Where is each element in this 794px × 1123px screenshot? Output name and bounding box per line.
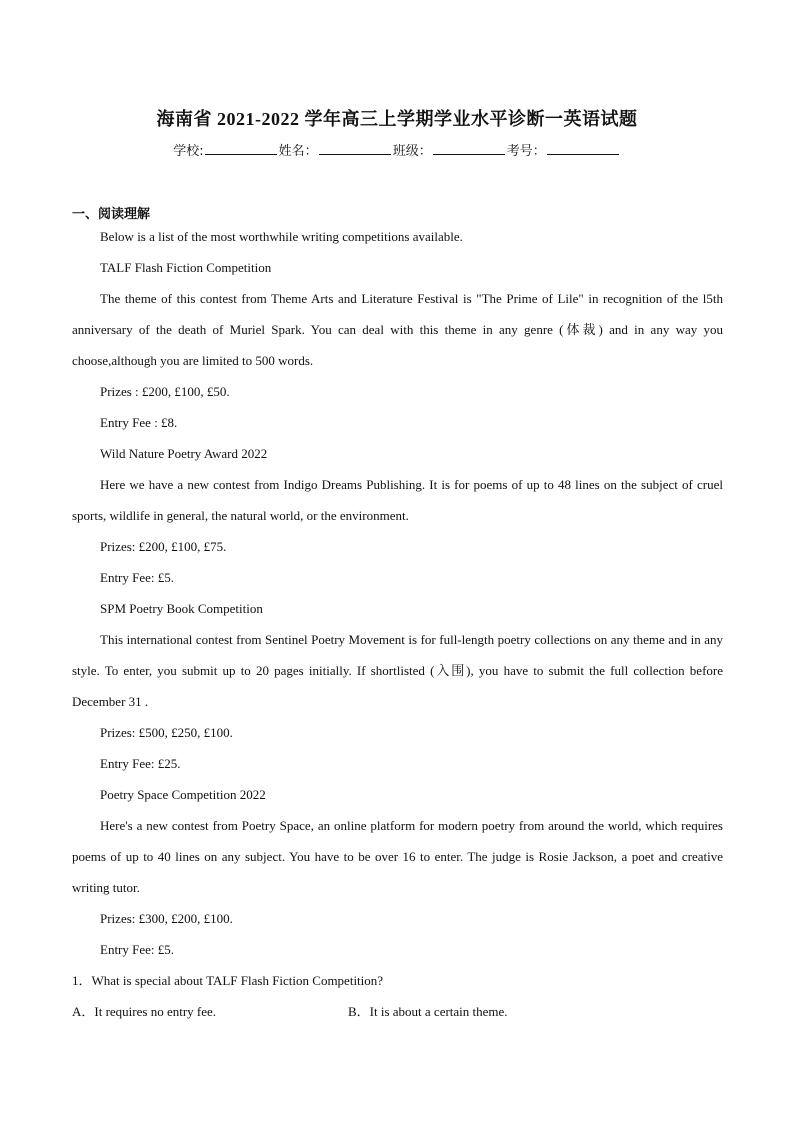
school-blank — [205, 142, 277, 155]
id-label: 考号： — [506, 144, 546, 159]
reading-passage — [72, 221, 723, 1027]
class-blank — [433, 142, 505, 155]
page-title: 海南省 2021-2022 学年高三上学期学业水平诊断一英语试题 — [156, 109, 638, 129]
option-a: A．It requires no entry fee. — [72, 1004, 217, 1019]
competition-3-name: SPM Poetry Book Competition — [100, 601, 263, 616]
question-1-stem: 1．What is special about TALF Flash Fiction Competition? — [72, 973, 384, 988]
competition-4-desc: Here's a new contest from Poetry Space, an online platform for modern poetry from around the world, which requires poems of up to 40 lines on any subject. You have to be over 16 to enter. The judge is Rosie Jackson, a poet and creative writing tutor. — [72, 818, 723, 895]
section-heading: 一、阅读理解 — [72, 207, 151, 222]
competition-3-prizes: Prizes: £500, £250, £100. — [100, 725, 233, 740]
competition-2-name: Wild Nature Poetry Award 2022 — [100, 446, 268, 461]
competition-2-fee: Entry Fee: £5. — [100, 570, 175, 585]
competition-4-name: Poetry Space Competition 2022 — [100, 787, 266, 802]
passage-intro: Below is a list of the most worthwhile writing competitions available. — [100, 229, 463, 244]
competition-4-prizes: Prizes: £300, £200, £100. — [100, 911, 233, 926]
id-blank — [547, 142, 619, 155]
name-label: 姓名： — [278, 144, 318, 159]
competition-1-desc: The theme of this contest from Theme Arts and Literature Festival is "The Prime of Lile" in recognition of the l5th anniversary of the death of Muriel Spark. You can deal with this theme in any genre (体裁) and in any way you choose,although you are limited to 500 words. — [72, 291, 723, 368]
competition-3-fee: Entry Fee: £25. — [100, 756, 181, 771]
name-blank — [319, 142, 391, 155]
competition-3-desc: This international contest from Sentinel Poetry Movement is for full-length poetry collections on any theme and in any style. To enter, you submit up to 20 pages initially. If shortlisted (入围), you have to submit the full collection before December 31 . — [72, 632, 723, 709]
competition-1-name: TALF Flash Fiction Competition — [100, 260, 272, 275]
option-b: B．It is about a certain theme. — [348, 1004, 508, 1019]
competition-1-fee: Entry Fee : £8. — [100, 415, 178, 430]
competition-4-fee: Entry Fee: £5. — [100, 942, 175, 957]
competition-2-prizes: Prizes: £200, £100, £75. — [100, 539, 227, 554]
competition-2-desc: Here we have a new contest from Indigo Dreams Publishing. It is for poems of up to 48 lines on the subject of cruel sports, wildlife in general, the natural world, or the environment. — [72, 477, 723, 523]
class-label: 班级： — [392, 144, 432, 159]
school-label: 学校: — [173, 144, 204, 159]
student-info-line — [0, 140, 794, 159]
question-1-options — [72, 996, 723, 1027]
competition-1-prizes: Prizes : £200, £100, £50. — [100, 384, 230, 399]
